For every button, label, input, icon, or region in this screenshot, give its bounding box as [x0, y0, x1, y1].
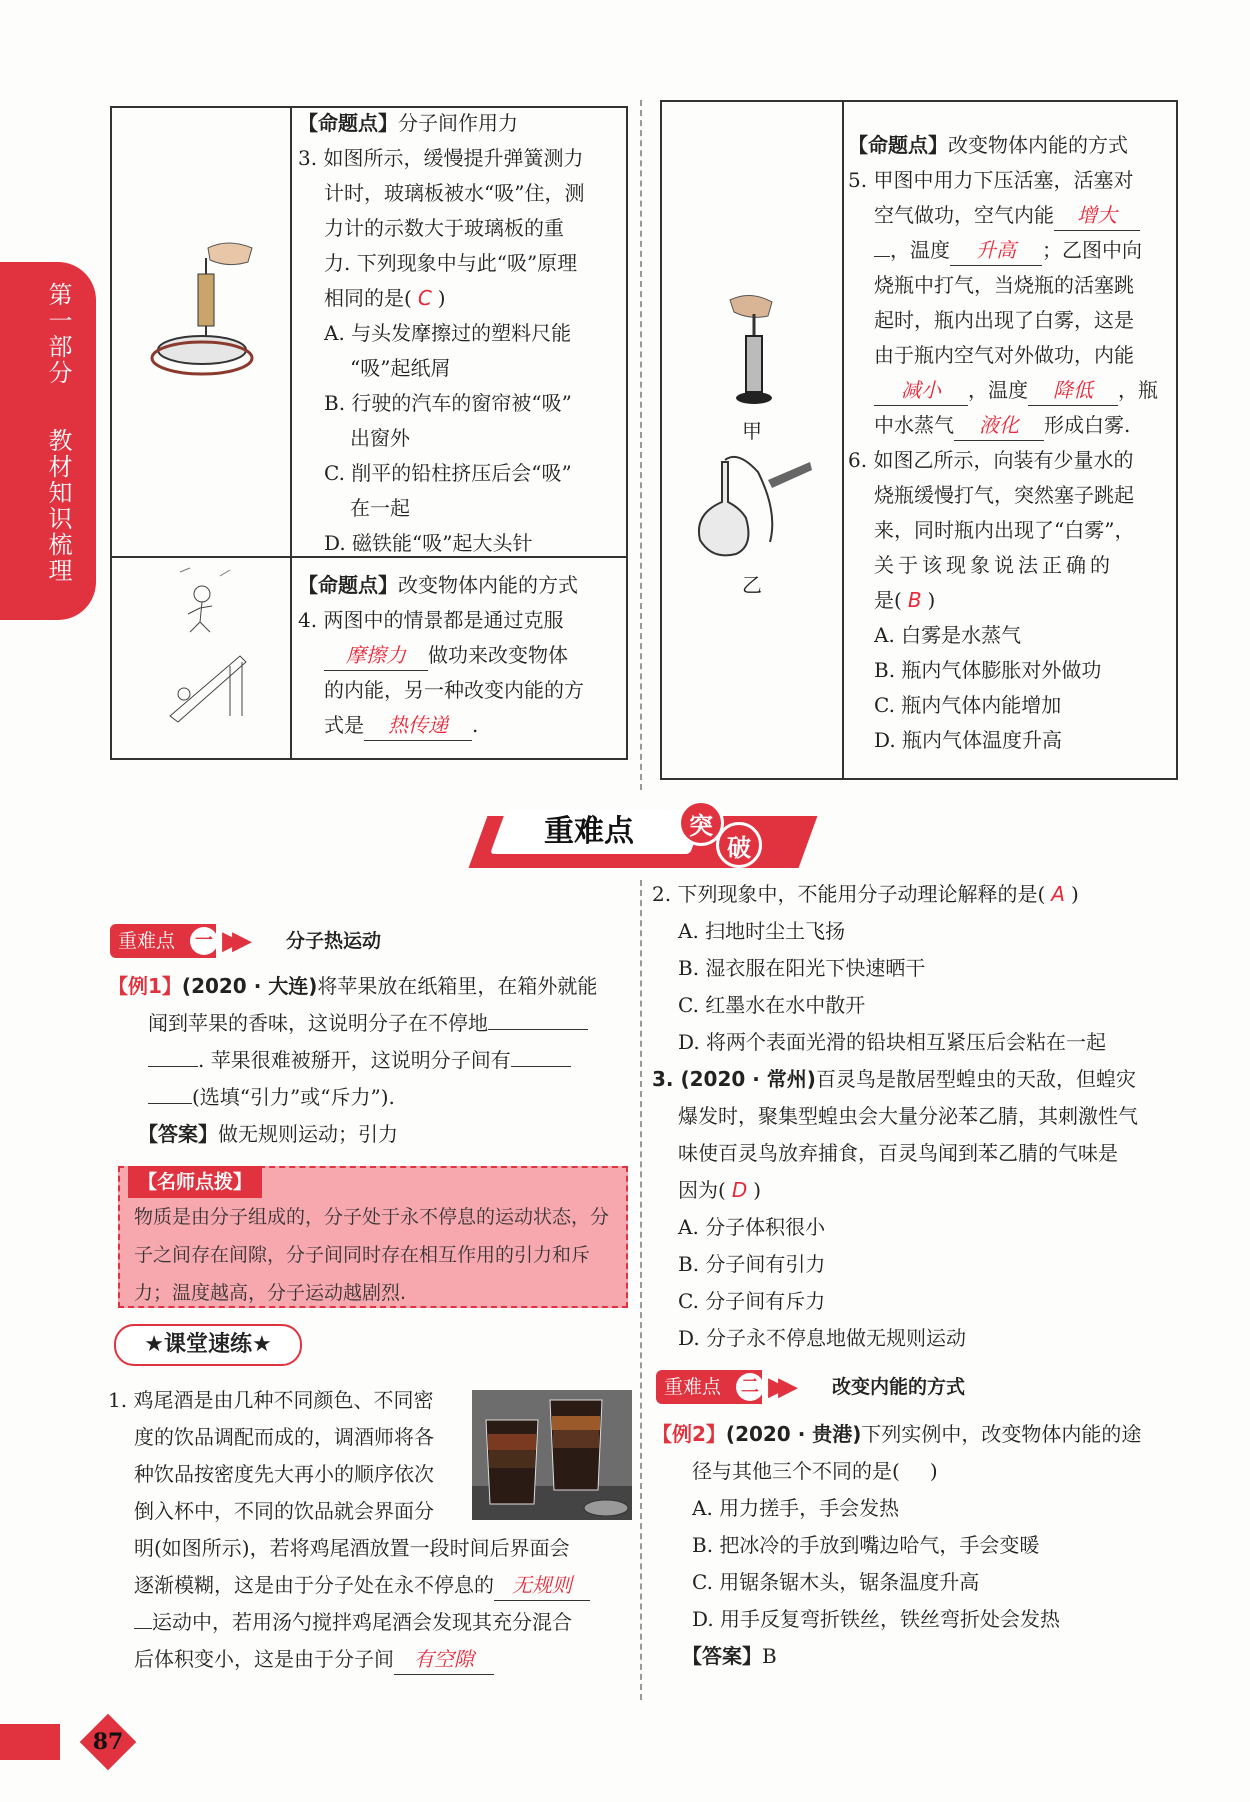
- q3-option: A. 与头发摩擦过的塑料尺能: [324, 321, 572, 345]
- ex1-line: . 苹果很难被掰开，这说明分子间有: [198, 1048, 511, 1072]
- q5-tag: 【命题点】: [848, 133, 948, 157]
- ex1-tag: 【例1】: [108, 974, 182, 998]
- p1-line: 倒入杯中，不同的饮品就会界面分: [134, 1499, 434, 1523]
- q5-line: 中水蒸气: [874, 413, 954, 437]
- p2-answer: A: [1051, 882, 1065, 906]
- q5-line: ，温度: [890, 238, 950, 262]
- q6-option: A. 白雾是水蒸气: [874, 623, 1022, 647]
- p1-line: 逐渐模糊，这是由于分子处在永不停息的: [134, 1573, 494, 1597]
- q6-option: D. 瓶内气体温度升高: [874, 728, 1063, 752]
- q5-blank-3: 减小: [874, 375, 968, 406]
- p1-line: 种饮品按密度先大再小的顺序依次: [134, 1462, 434, 1486]
- q3-block: 【命题点】分子间作用力 3. 如图所示，缓慢提升弹簧测力 计时，玻璃板被水“吸”住，测 力计的示数大于玻璃板的重 力. 下列现象中与此“吸”原理 相同的是( C ) A. 与头发摩擦过的塑料尺能 “吸”起纸屑 B. 行驶的汽车的窗帘被“吸” 出窗外 C. 削平的铅柱挤压后会“吸” 在一起 D. 磁铁能“吸”起大头针: [298, 106, 624, 561]
- box-divider: [640, 100, 642, 790]
- q5-line: 由于瓶内空气对外做功，内能: [874, 343, 1134, 367]
- p3-option: C. 分子间有斥力: [678, 1289, 826, 1313]
- ex1-answer: 做无规则运动；引力: [218, 1122, 398, 1146]
- banner-circle-1: 突: [678, 800, 724, 846]
- q6-line: 关于该现象说法正确的: [874, 553, 1114, 577]
- banner-circle-2: 破: [716, 822, 762, 868]
- side-tab-part: 第一部分: [44, 282, 72, 386]
- figure-label-yi: 乙: [742, 573, 762, 597]
- column-divider: [640, 880, 642, 1700]
- q5-line: 起时，瓶内出现了白雾，这是: [874, 308, 1134, 332]
- side-tab-topic: 教材知识梳理: [44, 428, 72, 584]
- q3-option: B. 行驶的汽车的窗帘被“吸”: [324, 391, 572, 415]
- page-number-badge: [0, 1718, 160, 1766]
- q4-stem-line: 4. 两图中的情景都是通过克服: [298, 608, 564, 632]
- key-point-number: 二: [736, 1373, 764, 1401]
- tips-body: 物质是由分子组成的，分子处于永不停息的运动状态，分子之间存在间隙，分子间同时存在相互作用的引力和斥力；温度越高，分子运动越剧烈.: [134, 1206, 610, 1304]
- q6-option: C. 瓶内气体内能增加: [874, 693, 1062, 717]
- q5-blank-1: 增大: [1054, 200, 1140, 231]
- q5-line: 形成白雾.: [1044, 413, 1131, 437]
- p2-option: C. 红墨水在水中散开: [678, 993, 866, 1017]
- q3-tag-text: 分子间作用力: [398, 111, 518, 135]
- figure-label-jia: 甲: [742, 419, 762, 443]
- key-point-number: 一: [190, 927, 218, 955]
- q4-tag: 【命题点】: [298, 573, 398, 597]
- q5-line: ；乙图中向: [1042, 238, 1142, 262]
- ex1-source: (2020 · 大连): [181, 974, 318, 998]
- q3-stem-line: 力计的示数大于玻璃板的重: [324, 216, 564, 240]
- q5-line: 空气做功，空气内能: [874, 203, 1054, 227]
- ex2-option: B. 把冰冷的手放到嘴边哈气，手会变暖: [692, 1533, 1040, 1557]
- ex2-tag: 【例2】: [652, 1422, 726, 1446]
- q5-tag-text: 改变物体内能的方式: [948, 133, 1128, 157]
- friction-sketch-figure: [150, 566, 260, 726]
- p1-line: 明(如图所示)，若将鸡尾酒放置一段时间后界面会: [134, 1536, 570, 1560]
- q5-line: ，瓶: [1118, 378, 1158, 402]
- q6-answer: B: [907, 588, 922, 612]
- ex1-line: (选填“引力”或“斥力”).: [192, 1085, 395, 1109]
- spring-scale-glass-plate-figure: [148, 238, 260, 378]
- q3-stem-line: 计时，玻璃板被水“吸”住，测: [324, 181, 585, 205]
- q6-line: 6. 如图乙所示，向装有少量水的: [848, 448, 1134, 472]
- ex2-answer-tag: 【答案】: [682, 1644, 762, 1668]
- practice-q1-block: [108, 1382, 638, 1678]
- key-point-title: 分子热运动: [286, 930, 382, 952]
- p2-option: B. 湿衣服在阳光下快速晒干: [678, 956, 926, 980]
- q3-stem-line: 力. 下列现象中与此“吸”原理: [324, 251, 578, 275]
- key-point-label: 重难点: [110, 924, 216, 958]
- double-arrow-icon: ▶▶: [222, 926, 242, 956]
- teacher-tips-box: [118, 1166, 628, 1308]
- q3-option: 在一起: [350, 496, 410, 520]
- p3-line: 百灵鸟是散居型蝗虫的天敌，但蝗灾: [815, 1067, 1136, 1091]
- p3-line: 味使百灵鸟放弃捕食，百灵鸟闻到苯乙腈的气味是: [678, 1141, 1118, 1165]
- double-arrow-icon: ▶▶: [768, 1372, 788, 1402]
- p1-blank-2: 有空隙: [394, 1644, 494, 1675]
- q3-answer: C: [417, 286, 432, 310]
- ex1-answer-tag: 【答案】: [138, 1122, 218, 1146]
- p1-line: 度的饮品调配而成的，调酒师将各: [134, 1425, 434, 1449]
- q5-line: 烧瓶中打气，当烧瓶的活塞跳: [874, 273, 1134, 297]
- q5-blank-2: 升高: [950, 235, 1042, 266]
- piston-air-compression-figure: [720, 290, 790, 410]
- q4-stem-line: 式是: [324, 713, 364, 737]
- q6-line: 是(: [874, 588, 902, 612]
- p3-option: A. 分子体积很小: [678, 1215, 826, 1239]
- ex2-source: (2020 · 贵港): [725, 1422, 862, 1446]
- q6-option: B. 瓶内气体膨胀对外做功: [874, 658, 1102, 682]
- q5-blank-5: 液化: [954, 410, 1044, 441]
- ex2-option: C. 用锯条锯木头，锯条温度升高: [692, 1570, 980, 1594]
- q3-option: “吸”起纸屑: [350, 356, 451, 380]
- page-number: 87: [92, 1729, 124, 1755]
- tips-header: 【名师点拨】: [128, 1166, 262, 1198]
- ex2-option: D. 用手反复弯折铁丝，铁丝弯折处会发热: [692, 1607, 1061, 1631]
- q3-option: C. 削平的铅柱挤压后会“吸”: [324, 461, 572, 485]
- q5-line: 5. 甲图中用力下压活塞，活塞对: [848, 168, 1134, 192]
- q4-stem-line: 做功来改变物体: [428, 643, 568, 667]
- example-2-block: 【例2】(2020 · 贵港)下列实例中，改变物体内能的途 径与其他三个不同的是( ) A. 用力搓手，手会发热 B. 把冰冷的手放到嘴边哈气，手会变暖 C. 用锯条锯木头，锯条温度升高 D. 用手反复弯折铁丝，铁丝弯折处会发热 【答案】B: [652, 1416, 1192, 1675]
- q4-tag-text: 改变物体内能的方式: [398, 573, 578, 597]
- q5-line: ，温度: [968, 378, 1028, 402]
- box-divider: [842, 100, 844, 780]
- practice-section-title: ★课堂速练★: [114, 1324, 302, 1366]
- p3-line: 因为(: [678, 1178, 726, 1202]
- ex2-line: 径与其他三个不同的是(: [692, 1459, 900, 1483]
- example-1-block: [108, 968, 632, 1153]
- p3-option: B. 分子间有引力: [678, 1252, 826, 1276]
- q4-stem-line: 的内能，另一种改变内能的方: [324, 678, 584, 702]
- key-point-title: 改变内能的方式: [832, 1376, 966, 1398]
- practice-q2-q3-block: 2. 下列现象中，不能用分子动理论解释的是( A ) A. 扫地时尘土飞扬 B. 湿衣服在阳光下快速晒干 C. 红墨水在水中散开 D. 将两个表面光滑的铅块相互紧压后会粘在一起 3. (2020 · 常州)百灵鸟是散居型蝗虫的天敌，但蝗灾 爆发时，聚集型蝗虫会大量分泌苯乙腈，其刺激性气 味使百灵鸟放弃捕食，百灵鸟闻到苯乙腈的气味是 因为( D ) A. 分子体积很小 B. 分子间有引力 C. 分子间有斥力 D. 分子永不停息地做无规则运动: [652, 876, 1192, 1357]
- box-divider: [290, 106, 292, 760]
- q3-stem-line: 相同的是(: [324, 286, 412, 310]
- ex1-line: 闻到苹果的香味，这说明分子在不停地: [148, 1011, 488, 1035]
- p3-line: 爆发时，聚集型蝗虫会大量分泌苯乙腈，其刺激性气: [678, 1104, 1138, 1128]
- key-point-label: 重难点: [656, 1370, 762, 1404]
- p1-line: 1. 鸡尾酒是由几种不同颜色、不同密: [108, 1388, 434, 1412]
- p1-blank-1: 无规则: [494, 1570, 590, 1601]
- ex2-answer: B: [762, 1644, 777, 1668]
- p3-answer: D: [731, 1178, 748, 1202]
- banner-title: 重难点: [544, 814, 634, 849]
- p1-line: 运动中，若用汤勺搅拌鸡尾酒会发现其充分混合: [152, 1610, 572, 1634]
- q3-tag: 【命题点】: [298, 111, 398, 135]
- key-point-2-header: [656, 1370, 1076, 1404]
- ex2-option: A. 用力搓手，手会发热: [692, 1496, 900, 1520]
- p3-option: D. 分子永不停息地做无规则运动: [678, 1326, 967, 1350]
- q5-q6-block: 【命题点】改变物体内能的方式 5. 甲图中用力下压活塞，活塞对 空气做功，空气内能 增大 ，温度 升高 ；乙图中向 烧瓶中打气，当烧瓶的活塞跳 起时，瓶内出现了白雾，这是 由于瓶内空气对外做功，内能 减小 ，温度 降低 ，瓶 中水蒸气 液化 形成白雾. 6. 如图乙所示，向装有少量水的 烧瓶缓慢打气，突然塞子跳起 来，同时瓶内出现了“白雾”， 关于该现象说法正确的 是( B ) A. 白雾是水蒸气 B. 瓶内气体膨胀对外做功 C. 瓶内气体内能增加 D. 瓶内气体温度升高: [848, 128, 1176, 758]
- side-chapter-tab: [0, 262, 96, 620]
- q3-stem-line: 3. 如图所示，缓慢提升弹簧测力: [298, 146, 584, 170]
- q3-option: D. 磁铁能“吸”起大头针: [324, 531, 533, 555]
- p2-stem: 2. 下列现象中，不能用分子动理论解释的是(: [652, 882, 1046, 906]
- q4-blank-1: 摩擦力: [324, 640, 428, 671]
- q4-block: 【命题点】改变物体内能的方式 4. 两图中的情景都是通过克服 摩擦力 做功来改变物体 的内能，另一种改变内能的方 式是 热传递 .: [298, 568, 624, 743]
- ex1-line: 将苹果放在纸箱里，在箱外就能: [317, 974, 598, 998]
- q6-line: 烧瓶缓慢打气，突然塞子跳起: [874, 483, 1134, 507]
- key-point-1-header: [110, 924, 530, 958]
- p2-option: A. 扫地时尘土飞扬: [678, 919, 846, 943]
- q3-option: 出窗外: [350, 426, 410, 450]
- key-difficulty-banner: [478, 800, 808, 870]
- p3-source: 3. (2020 · 常州): [652, 1067, 816, 1091]
- q5-blank-4: 降低: [1028, 375, 1118, 406]
- q6-line: 来，同时瓶内出现了“白雾”，: [874, 518, 1135, 542]
- q4-blank-2: 热传递: [364, 710, 472, 741]
- p2-option: D. 将两个表面光滑的铅块相互紧压后会粘在一起: [678, 1030, 1107, 1054]
- ex2-line: 下列实例中，改变物体内能的途: [861, 1422, 1142, 1446]
- flask-pump-figure: [688, 452, 818, 562]
- p1-line: 后体积变小，这是由于分子间: [134, 1647, 394, 1671]
